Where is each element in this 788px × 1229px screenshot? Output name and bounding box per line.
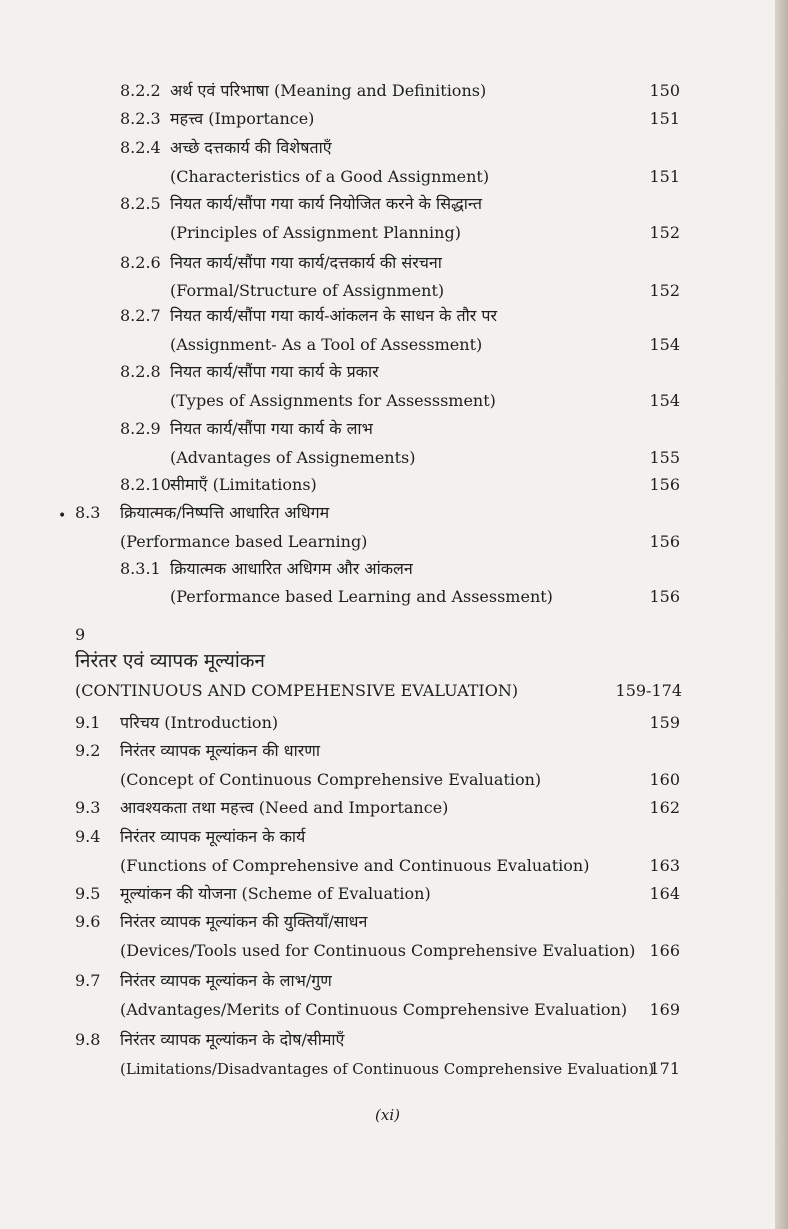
toc-id: 9.2 [75,741,101,760]
toc-title: नियत कार्य/सौंपा गया कार्य/दत्तकार्य की संरचना [170,253,442,272]
toc-id: 8.2.2 [120,81,161,100]
toc-page-number: 150 [649,81,680,100]
toc-id: 8.2.6 [120,253,161,272]
toc-title: (Assignment- As a Tool of Assessment) [170,335,483,354]
toc-title: (Types of Assignments for Assesssment) [170,391,496,410]
page-footer-number: (xi) [375,1106,400,1124]
chapter-page-range: 159-174 [615,681,682,700]
toc-page-number: 171 [649,1059,680,1078]
toc-title: परिचय (Introduction) [120,713,279,732]
toc-page-number: 156 [649,475,680,494]
toc-id: 8.2.7 [120,306,161,325]
toc-title: (Performance based Learning) [120,532,368,551]
toc-id: 9.3 [75,798,101,817]
toc-title: आवश्यकता तथा महत्त्व (Need and Importance) [120,798,449,817]
stray-dot: • [58,508,67,524]
toc-page-number: 154 [649,391,680,410]
toc-title: मूल्यांकन की योजना (Scheme of Evaluation) [120,884,431,903]
toc-title: अर्थ एवं परिभाषा (Meaning and Definitions) [170,81,487,100]
chapter-title-hindi: निरंतर एवं व्यापक मूल्यांकन [75,650,265,672]
toc-id: 9.5 [75,884,101,903]
toc-page-number: 169 [649,1000,680,1019]
toc-page-number: 152 [649,281,680,300]
toc-title: क्रियात्मक/निष्पत्ति आधारित अधिगम [120,503,330,522]
toc-id: 8.2.3 [120,109,161,128]
toc-page-number: 151 [649,109,680,128]
toc-title: (Formal/Structure of Assignment) [170,281,445,300]
toc-title: (Functions of Comprehensive and Continuous Evaluation) [120,856,590,875]
toc-page-number: 163 [649,856,680,875]
toc-title: नियत कार्य/सौंपा गया कार्य के प्रकार [170,362,379,381]
toc-title: निरंतर व्यापक मूल्यांकन के लाभ/गुण [120,971,332,990]
toc-id: 8.2.10 [120,475,171,494]
toc-title: (Advantages of Assignements) [170,448,416,467]
toc-title: (Characteristics of a Good Assignment) [170,167,490,186]
toc-title: निरंतर व्यापक मूल्यांकन की धारणा [120,741,320,760]
toc-title: (Advantages/Merits of Continuous Comprehensive Evaluation) [120,1000,628,1019]
toc-page-number: 152 [649,223,680,242]
toc-title: (Limitations/Disadvantages of Continuous Comprehensive Evaluation) [120,1060,655,1078]
toc-id: 8.2.5 [120,194,161,213]
toc-id: 8.2.8 [120,362,161,381]
toc-id: 8.3 [75,503,101,522]
toc-title: (Principles of Assignment Planning) [170,223,461,242]
toc-title: क्रियात्मक आधारित अधिगम और आंकलन [170,559,413,578]
toc-title: निरंतर व्यापक मूल्यांकन की युक्तियाँ/साधन [120,912,368,931]
toc-page-number: 160 [649,770,680,789]
toc-id: 9.8 [75,1030,101,1049]
toc-page-number: 166 [649,941,680,960]
toc-page-number: 162 [649,798,680,817]
toc-title: (Concept of Continuous Comprehensive Evaluation) [120,770,542,789]
toc-page-number: 155 [649,448,680,467]
page-edge [775,0,788,1229]
toc-title: नियत कार्य/सौंपा गया कार्य के लाभ [170,419,373,438]
toc-page-number: 156 [649,587,680,606]
toc-page-number: 154 [649,335,680,354]
toc-page-number: 151 [649,167,680,186]
toc-id: 9.6 [75,912,101,931]
toc-title: निरंतर व्यापक मूल्यांकन के कार्य [120,827,306,846]
toc-id: 8.2.9 [120,419,161,438]
toc-id: 9.7 [75,971,101,990]
chapter-title-english: (CONTINUOUS AND COMPEHENSIVE EVALUATION) [75,681,519,700]
toc-id: 9.1 [75,713,101,732]
toc-page-number: 164 [649,884,680,903]
toc-title: (Performance based Learning and Assessment) [170,587,553,606]
chapter-number: 9 [75,625,86,644]
toc-title: नियत कार्य/सौंपा गया कार्य-आंकलन के साधन के तौर पर [170,306,498,325]
toc-id: 8.3.1 [120,559,161,578]
toc-title: (Devices/Tools used for Continuous Comprehensive Evaluation) [120,941,636,960]
toc-id: 8.2.4 [120,138,161,157]
toc-title: महत्त्व (Importance) [170,109,315,128]
toc-title: निरंतर व्यापक मूल्यांकन के दोष/सीमाएँ [120,1030,345,1049]
toc-page-number: 159 [649,713,680,732]
toc-title: नियत कार्य/सौंपा गया कार्य नियोजित करने के सिद्धान्त [170,194,482,213]
toc-title: सीमाएँ (Limitations) [170,475,317,494]
toc-id: 9.4 [75,827,101,846]
toc-page-number: 156 [649,532,680,551]
toc-title: अच्छे दत्तकार्य की विशेषताएँ [170,138,332,157]
